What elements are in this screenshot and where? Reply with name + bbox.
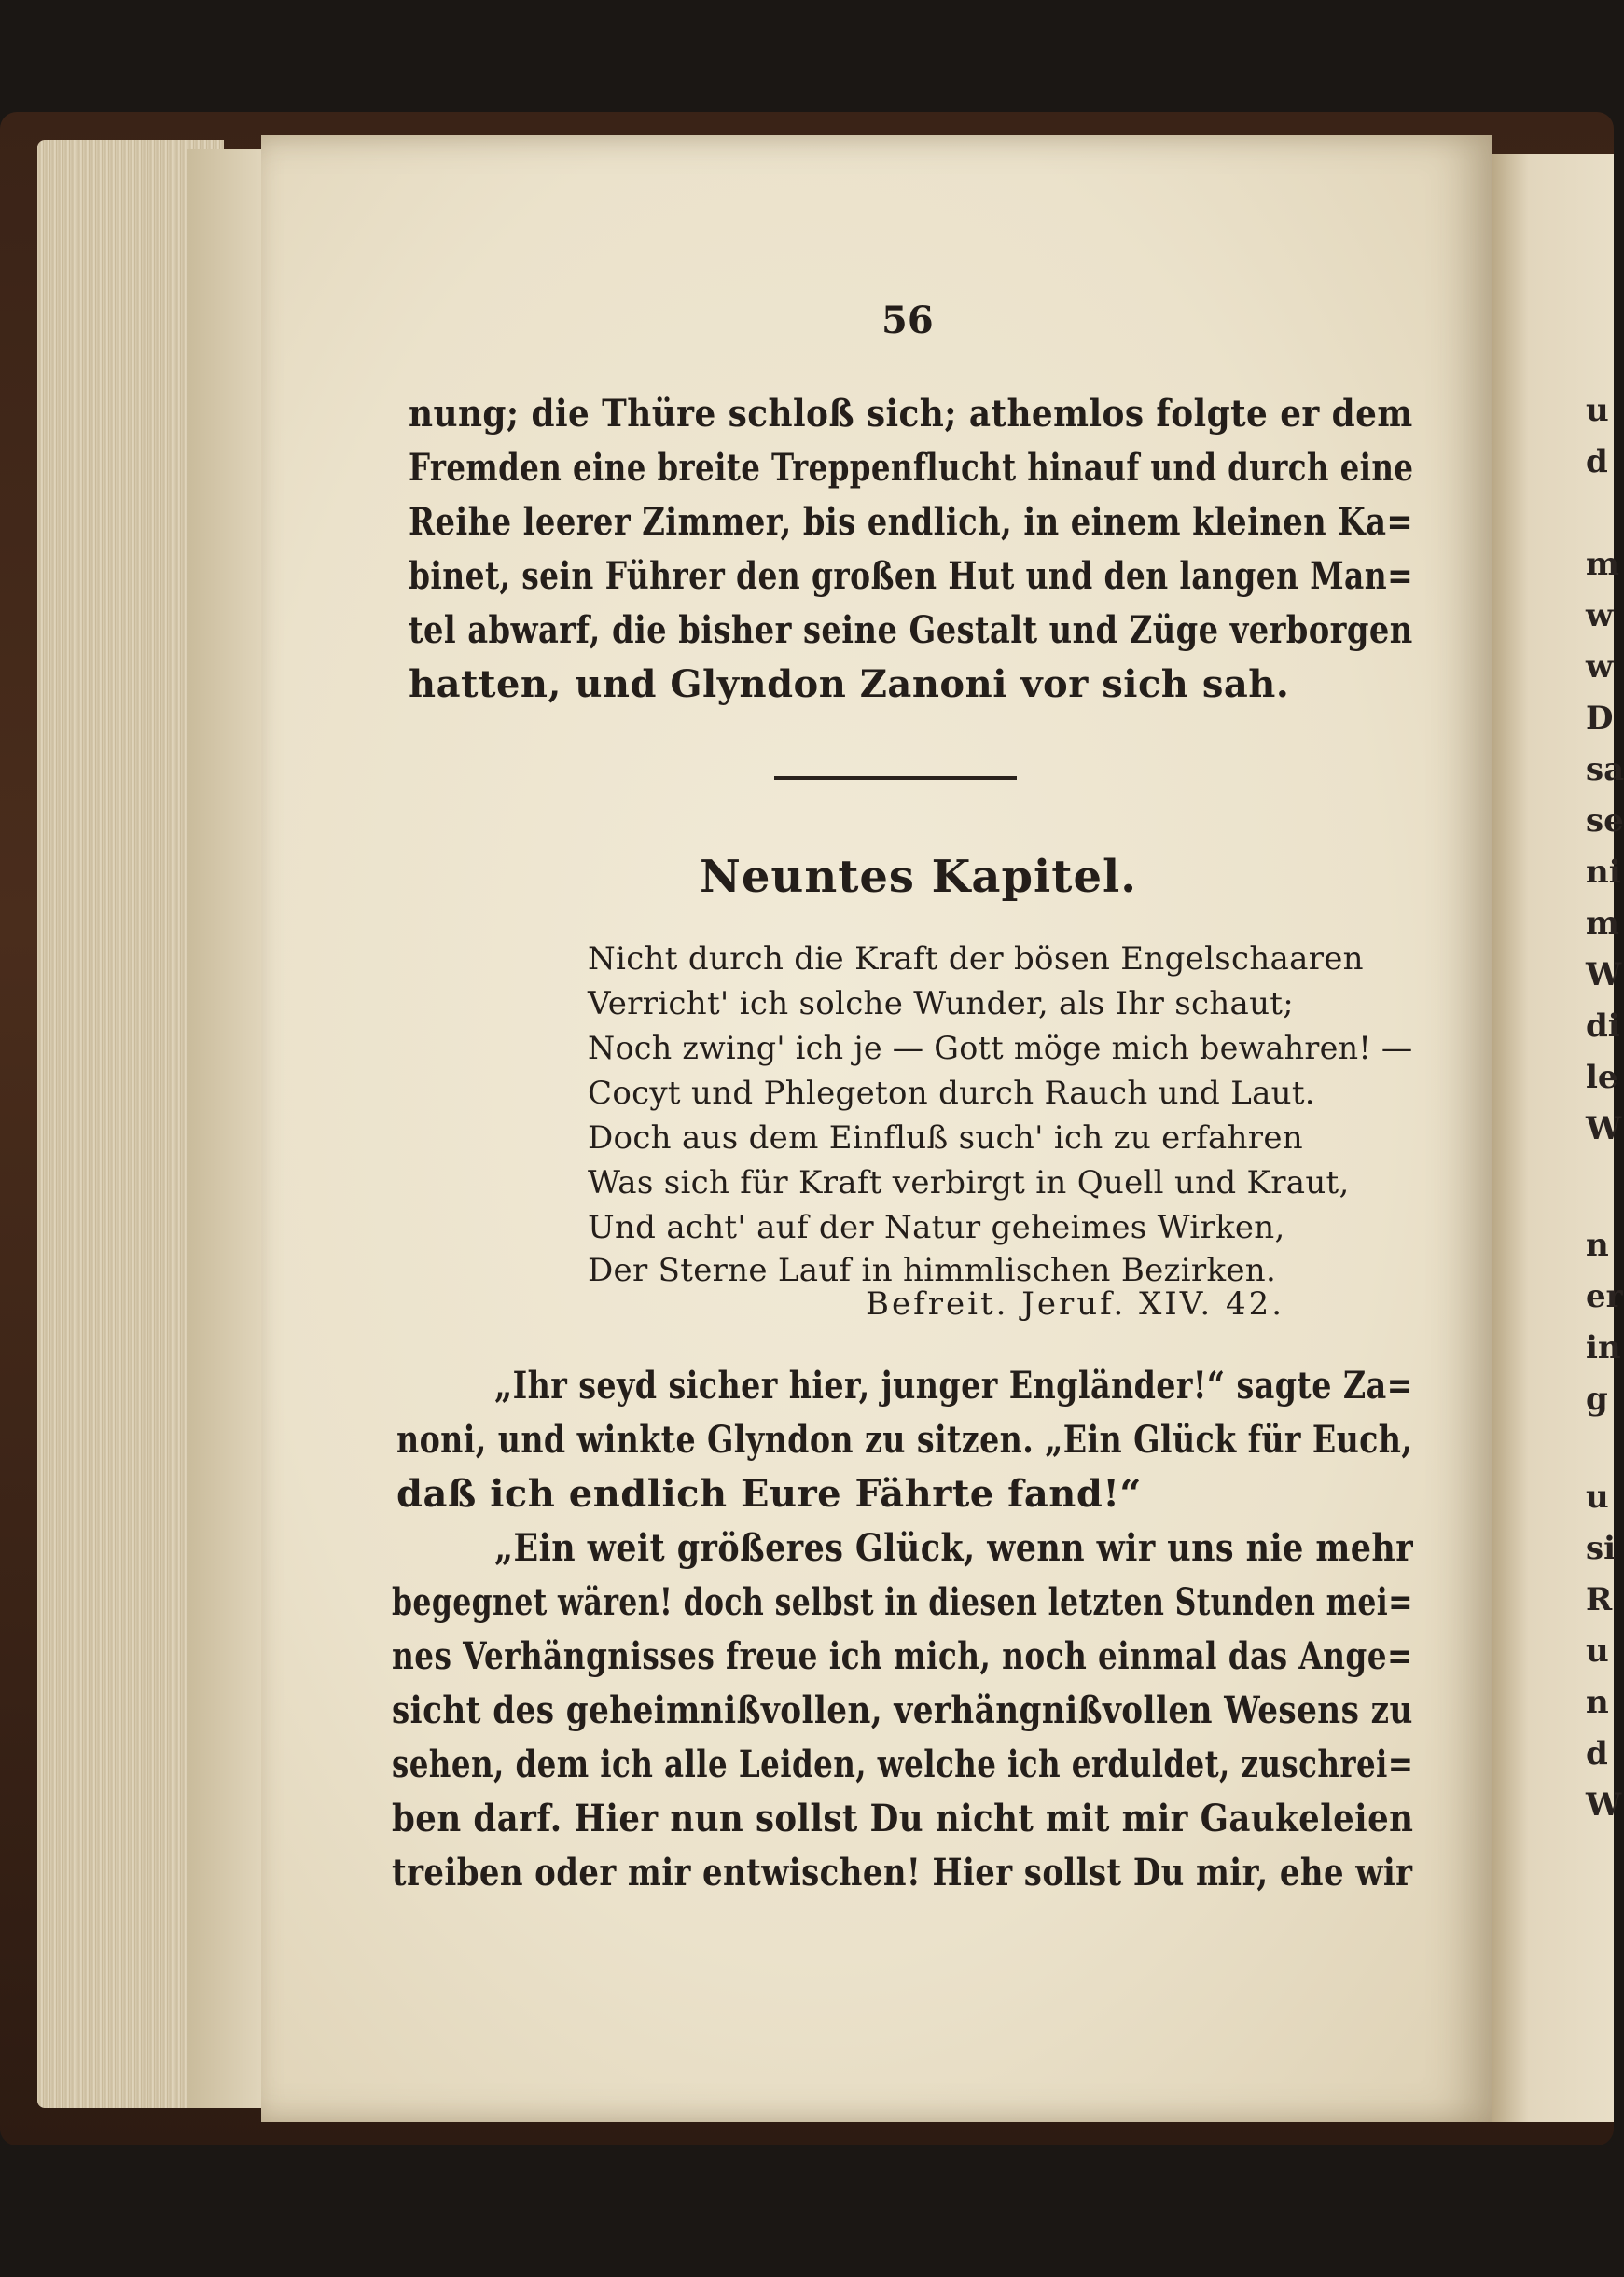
epigraph-line: Und acht' auf der Natur geheimes Wirken, — [588, 1209, 1285, 1246]
next-page-fragment: w — [1586, 597, 1614, 634]
paragraph-1-line: Fremden eine breite Treppenflucht hinauf und durch eine — [409, 446, 1414, 490]
page-number: 56 — [881, 299, 934, 342]
left-gutter — [187, 149, 271, 2108]
paragraph-3-line: sicht des geheimnißvollen, verhängnißvollen Wesens zu — [392, 1688, 1413, 1732]
paragraph-3-line: begegnet wären! doch selbst in diesen letzten Stunden mei= — [392, 1580, 1413, 1624]
next-page-fragment: se — [1586, 802, 1624, 840]
epigraph-line: Doch aus dem Einfluß such' ich zu erfahren — [588, 1119, 1303, 1157]
epigraph-line: Nicht durch die Kraft der bösen Engelschaaren — [588, 940, 1364, 978]
next-page-fragment: d — [1586, 1735, 1608, 1772]
epigraph-line: Verricht' ich solche Wunder, als Ihr schaut; — [588, 985, 1295, 1022]
paragraph-2-line: daß ich endlich Eure Fährte fand!“ — [396, 1472, 1142, 1516]
next-page-fragment: in — [1586, 1329, 1621, 1367]
paragraph-3-line: treiben oder mir entwischen! Hier sollst Du mir, ehe wir — [392, 1851, 1413, 1895]
next-page-fragment: W — [1586, 1786, 1622, 1824]
next-page-fragment: er — [1586, 1278, 1623, 1315]
next-page-fragment: si — [1586, 1530, 1617, 1567]
paragraph-2-line: noni, und winkte Glyndon zu sitzen. „Ein Glück für Euch, — [396, 1418, 1413, 1462]
next-page-edge — [1492, 154, 1624, 2122]
next-page-fragment: u — [1586, 392, 1609, 429]
next-page-fragment: w — [1586, 648, 1614, 686]
paragraph-3-line: nes Verhängnisses freue ich mich, noch einmal das Ange= — [392, 1634, 1413, 1678]
section-rule — [774, 776, 1017, 780]
paragraph-3-line: ben darf. Hier nun sollst Du nicht mit mir Gaukeleien — [392, 1797, 1414, 1840]
next-page-fragment: di — [1586, 1007, 1620, 1045]
epigraph-citation: Befreit. Jeruf. XIV. 42. — [866, 1285, 1285, 1323]
next-page-fragment: D — [1586, 700, 1614, 737]
paragraph-1-line: hatten, und Glyndon Zanoni vor sich sah. — [409, 662, 1290, 706]
paragraph-1-line: Reihe leerer Zimmer, bis endlich, in einem kleinen Ka= — [409, 500, 1414, 544]
chapter-heading: Neuntes Kapitel. — [700, 851, 1137, 903]
paragraph-2-line: „Ihr seyd sicher hier, junger Engländer!“ sagte Za= — [494, 1364, 1413, 1408]
paragraph-1-line: binet, sein Führer den großen Hut und den langen Man= — [409, 554, 1414, 598]
next-page-fragment: W — [1586, 1110, 1622, 1147]
next-page-fragment: R — [1586, 1581, 1613, 1618]
next-page-fragment: u — [1586, 1479, 1609, 1516]
next-page-fragment: le — [1586, 1059, 1618, 1096]
paragraph-3-line: „Ein weit größeres Glück, wenn wir uns nie mehr — [494, 1526, 1414, 1570]
epigraph-line: Cocyt und Phlegeton durch Rauch und Laut. — [588, 1075, 1315, 1112]
next-page-fragment: m — [1586, 905, 1619, 942]
next-page-fragment: d — [1586, 443, 1608, 480]
next-page-fragment: W — [1586, 956, 1622, 993]
paragraph-1-line: nung; die Thüre schloß sich; athemlos folgte er dem — [409, 392, 1413, 436]
next-page-fragment: ni — [1586, 854, 1621, 891]
epigraph-line: Noch zwing' ich je — Gott möge mich bewahren! — — [588, 1030, 1413, 1067]
epigraph-line: Der Sterne Lauf in himmlischen Bezirken. — [588, 1252, 1277, 1289]
epigraph-line: Was sich für Kraft verbirgt in Quell und Kraut, — [588, 1164, 1350, 1201]
next-page-fragment: n — [1586, 1684, 1609, 1721]
paragraph-3-line: sehen, dem ich alle Leiden, welche ich erduldet, zuschrei= — [392, 1742, 1414, 1786]
next-page-fragment: g — [1586, 1381, 1608, 1418]
next-page-fragment: m — [1586, 546, 1619, 583]
next-page-fragment: n — [1586, 1227, 1609, 1264]
paragraph-1-line: tel abwarf, die bisher seine Gestalt und Züge verborgen — [409, 608, 1413, 652]
next-page-fragment: sa — [1586, 751, 1624, 788]
next-page-fragment: u — [1586, 1632, 1609, 1670]
